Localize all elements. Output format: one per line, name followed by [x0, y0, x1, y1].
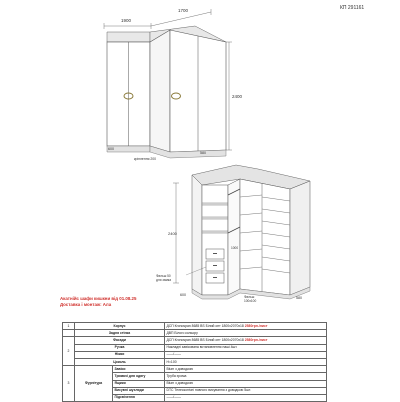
table-row: Висувні шухляди DTC Телескопічні повного висування з доводкою 5шт.: [63, 387, 327, 394]
specification-table: [62, 322, 327, 402]
dim-width-right: 1700: [178, 8, 189, 13]
delivery-note: Доставка і монтаж: Ала: [60, 302, 112, 307]
table-row: Задня стінка ДВП Білого кольору: [63, 330, 327, 337]
table-row: Тримачі для одягу Труба хрома: [63, 373, 327, 380]
bottom-note-2: 100х100: [244, 299, 257, 303]
dim-height: 2400: [232, 94, 243, 99]
closed-wardrobe-drawing: [0, 0, 400, 175]
table-row: Ніжки ——/——: [63, 351, 327, 358]
bottom-note-1: Фальш: [244, 295, 255, 299]
base-right-open: 580: [296, 296, 302, 300]
table-row: Підсвічення ——/——: [63, 394, 327, 401]
document-code: КП 291161: [340, 5, 365, 11]
inner-corner-note: кріплення 200: [134, 157, 157, 161]
table-row: Цоколь Н=100: [63, 358, 327, 365]
dim-width-left: 1900: [121, 18, 132, 23]
dim-open-height: 2400: [168, 231, 177, 236]
open-wardrobe-drawing: [0, 155, 400, 305]
table-row: 2 Фасади ДСП Кronospan 8685 BS Білий онт 1800х2070х18 2580грн./лист: [63, 337, 327, 344]
table-row: 3 Фурнітура Завіси Blum з доводкою: [63, 366, 327, 373]
table-row: Ручка Накладні завісована встановлення наші 4шт.: [63, 344, 327, 351]
base-left-open: 600: [180, 293, 186, 297]
table-row: 1 Корпус ДСП Кronospan 8685 BS Білий онт 1800х2070х18 2580грн./лист: [63, 323, 327, 330]
base-left-top: 600: [108, 147, 114, 151]
drawer-note-2: для замка: [156, 278, 171, 282]
drawer-note-1: Фальш 50: [156, 274, 171, 278]
table-row: Ящики Blum з доводкою: [63, 380, 327, 387]
inner-width-dim: 1000: [231, 246, 239, 250]
base-right-top: 580: [200, 151, 206, 155]
order-note: Акатнійс шафи кишкни від 01.08.25: [60, 296, 137, 301]
